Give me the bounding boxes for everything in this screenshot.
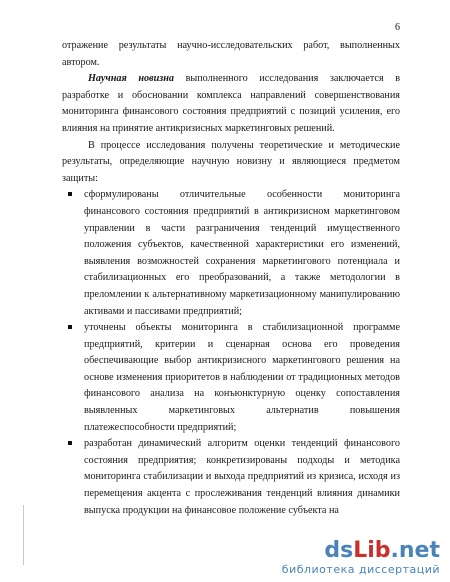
margin-rule — [23, 505, 24, 565]
square-bullet-icon — [68, 441, 72, 445]
paragraph-results: В процессе исследования получены теоретические и методические результаты, определяющие научную новизну и являющиеся предметом защиты: — [62, 139, 400, 184]
list-item-text: сформулированы отличительные особенности мониторинга финансового состояния предприятий в антикризисном маркетинговом управлении в части разграничения тенденций имущественного положения субъектов, качественной характеристики его изменений, выявления возможностей сохранения маркетингового потенциала и стабилизационных его преобразований, а также методологии в преломлении к альтернативному маркетизационному манипулированию активами и пассивами предприятий; — [84, 189, 400, 317]
page-number: 6 — [395, 22, 400, 33]
paragraph-novelty — [62, 71, 400, 137]
novelty-text: выполненного исследования заключается в разработке и обосновании комплекса направлений совершенствования мониторинга финансового состояния предприятий с позиций усиления, его влияния на принятие антикризисных маркетинговых решений. — [62, 73, 400, 134]
list-item-text: уточнены объекты мониторинга в стабилизационной программе предприятий, критерии и сценарная основа его проведения обеспечивающие выбор антикризисного маркетингового решения на основе изменения приоритетов в наблюдении от традиционных методов финансового анализа на конъюнктурную оценку сопоставления выявленных маркетинговых альтернатив повышения платежеспособности предприятий; — [84, 322, 400, 433]
watermark-tagline: библиотека диссертаций — [281, 563, 440, 576]
list-item — [62, 187, 400, 320]
paragraph-intro: отражение результаты научно-исследовательских работ, выполненных автором. — [62, 40, 400, 68]
square-bullet-icon — [68, 325, 72, 329]
list-item — [62, 436, 400, 519]
list-item-text: разработан динамический алгоритм оценки тенденций финансового состояния предприятия; конкретизированы подходы и методика мониторинга стабилизации и выхода предприятий из кризиса, исходя из перемещения акцента с прослеживания тенденций влияния динамики выпуска продукции на финансовое положение субъекта на — [84, 438, 400, 516]
list-item — [62, 320, 400, 436]
square-bullet-icon — [68, 192, 72, 196]
watermark-logo: dsLib.net — [324, 538, 440, 563]
results-list — [62, 187, 400, 519]
document-body — [62, 38, 400, 519]
dslib-watermark — [282, 540, 440, 576]
novelty-lead: Научная новизна — [88, 73, 175, 85]
